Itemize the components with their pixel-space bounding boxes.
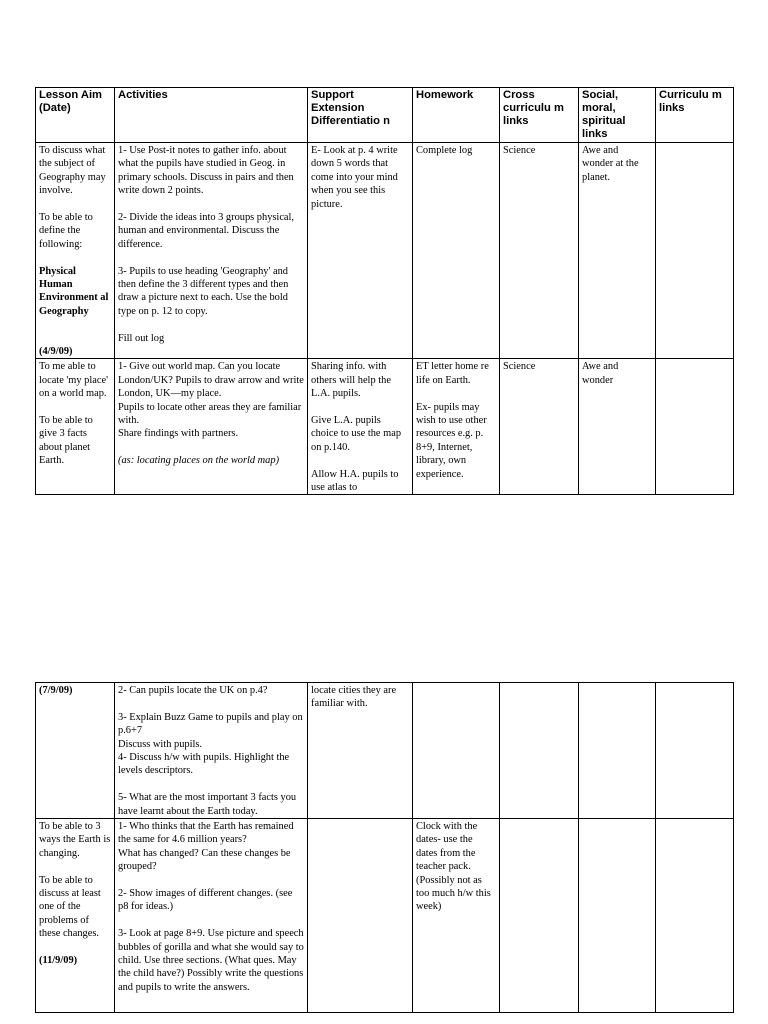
- homework-cell: [413, 359, 500, 495]
- table-row: [36, 143, 734, 359]
- aim-text: To be able to define the following:: [39, 212, 93, 250]
- curriculum-cell: [656, 143, 734, 359]
- header-curriculum-links: Curriculu m links: [656, 88, 734, 143]
- activity-item: Share findings with partners.: [118, 428, 239, 440]
- smsc-cell: Awe and wonder at the planet.: [579, 143, 656, 359]
- cross-curriculum-cell: Science: [500, 143, 579, 359]
- aim-text: To be able to discuss at least one of the problems of these changes.: [39, 874, 101, 940]
- activity-item: 3- Explain Buzz Game to pupils and play on p.6+7: [118, 711, 303, 737]
- activities-cell: [115, 683, 308, 819]
- activity-item: 1- Use Post-it notes to gather info. about what the pupils have studied in Geog. in primary schools. Discuss in pairs and then write down 2 points.: [118, 145, 294, 197]
- aim-text: To me able to locate 'my place' on a world map.: [39, 361, 108, 400]
- activity-item: Fill out log: [118, 332, 165, 344]
- table-row: [36, 683, 734, 819]
- cross-curriculum-cell: [500, 683, 579, 819]
- lesson-date: (4/9/09): [39, 346, 73, 358]
- lesson-aim-cell: [36, 359, 115, 495]
- curriculum-cell: [656, 683, 734, 819]
- aim-text: To discuss what the subject of Geography may involve.: [39, 145, 106, 197]
- activity-item: 2- Can pupils locate the UK on p.4?: [118, 685, 268, 696]
- activity-item: 1- Give out world map. Can you locate London/UK? Pupils to draw arrow and write London, UK—my place.: [118, 361, 304, 400]
- header-activities: Activities: [115, 88, 308, 143]
- lesson-aim-cell: [36, 819, 115, 1013]
- smsc-cell: [579, 683, 656, 819]
- lesson-plan-table-continued: [35, 682, 734, 1013]
- homework-cell: Clock with the dates- use the dates from the teacher pack. (Possibly not as too much h/w this week): [413, 819, 500, 1013]
- curriculum-cell: [656, 819, 734, 1013]
- support-cell: locate cities they are familiar with.: [308, 683, 413, 819]
- header-homework: Homework: [413, 88, 500, 143]
- smsc-cell: [579, 819, 656, 1013]
- activity-item: 3- Look at page 8+9. Use picture and speech bubbles of gorilla and what she would say to child. Use three sections. (What ques. May the child have?) Possibly write the questions and pupils to write the answers.: [118, 928, 304, 993]
- header-row: [36, 88, 734, 143]
- activities-cell: [115, 359, 308, 495]
- lesson-date: (7/9/09): [39, 685, 73, 696]
- header-support: Support Extension Differentiatio n: [308, 88, 413, 143]
- cross-curriculum-cell: Science: [500, 359, 579, 495]
- homework-text: ET letter home re life on Earth.: [416, 361, 489, 386]
- header-lesson-aim: Lesson Aim (Date): [36, 88, 115, 143]
- aim-bold-terms: Physical Human Environment al Geography: [39, 265, 109, 317]
- table-row: [36, 359, 734, 495]
- header-social-moral: Social, moral, spiritual links: [579, 88, 656, 143]
- homework-cell: [413, 683, 500, 819]
- support-cell: [308, 359, 413, 495]
- aim-text: To be able to give 3 facts about planet Earth.: [39, 415, 93, 467]
- activities-cell: [115, 143, 308, 359]
- support-text: Allow H.A. pupils to use atlas to: [311, 468, 399, 494]
- activity-item: What has changed? Can these changes be grouped?: [118, 847, 291, 873]
- activity-item: 1- Who thinks that the Earth has remained the same for 4.6 million years?: [118, 821, 294, 846]
- smsc-cell: Awe and wonder: [579, 359, 656, 495]
- curriculum-cell: [656, 359, 734, 495]
- activity-item: Pupils to locate other areas they are familiar with.: [118, 401, 302, 427]
- activity-item: 4- Discuss h/w with pupils. Highlight the levels descriptors.: [118, 752, 290, 777]
- activity-item: 2- Show images of different changes. (see p8 for ideas.): [118, 888, 293, 913]
- homework-text: Ex- pupils may wish to use other resources e.g. p. 8+9, Internet, library, own experience.: [416, 401, 487, 480]
- activity-item: 2- Divide the ideas into 3 groups physical, human and environmental. Discuss the difference.: [118, 212, 295, 250]
- homework-cell: Complete log: [413, 143, 500, 359]
- support-cell: E- Look at p. 4 write down 5 words that come into your mind when you see this picture.: [308, 143, 413, 359]
- support-cell: [308, 819, 413, 1013]
- activity-note: (as: locating places on the world map): [118, 455, 280, 467]
- activity-item: Discuss with pupils.: [118, 738, 202, 750]
- lesson-aim-cell: [36, 683, 115, 819]
- lesson-plan-table-top: [35, 87, 734, 495]
- header-cross-curriculum: Cross curriculu m links: [500, 88, 579, 143]
- activity-item: 5- What are the most important 3 facts you have learnt about the Earth today.: [118, 792, 297, 817]
- activity-item: 3- Pupils to use heading 'Geography' and then define the 3 different types and then draw a picture next to each. Use the bold type on p. 12 to copy.: [118, 265, 289, 317]
- support-text: Give L.A. pupils choice to use the map on p.140.: [311, 415, 402, 453]
- table-row: [36, 819, 734, 1013]
- support-text: Sharing info. with others will help the L.A. pupils.: [311, 361, 391, 400]
- aim-text: To be able to 3 ways the Earth is changing.: [39, 821, 111, 859]
- activities-cell: [115, 819, 308, 1013]
- lesson-aim-cell: [36, 143, 115, 359]
- cross-curriculum-cell: [500, 819, 579, 1013]
- lesson-date: (11/9/09): [39, 955, 78, 967]
